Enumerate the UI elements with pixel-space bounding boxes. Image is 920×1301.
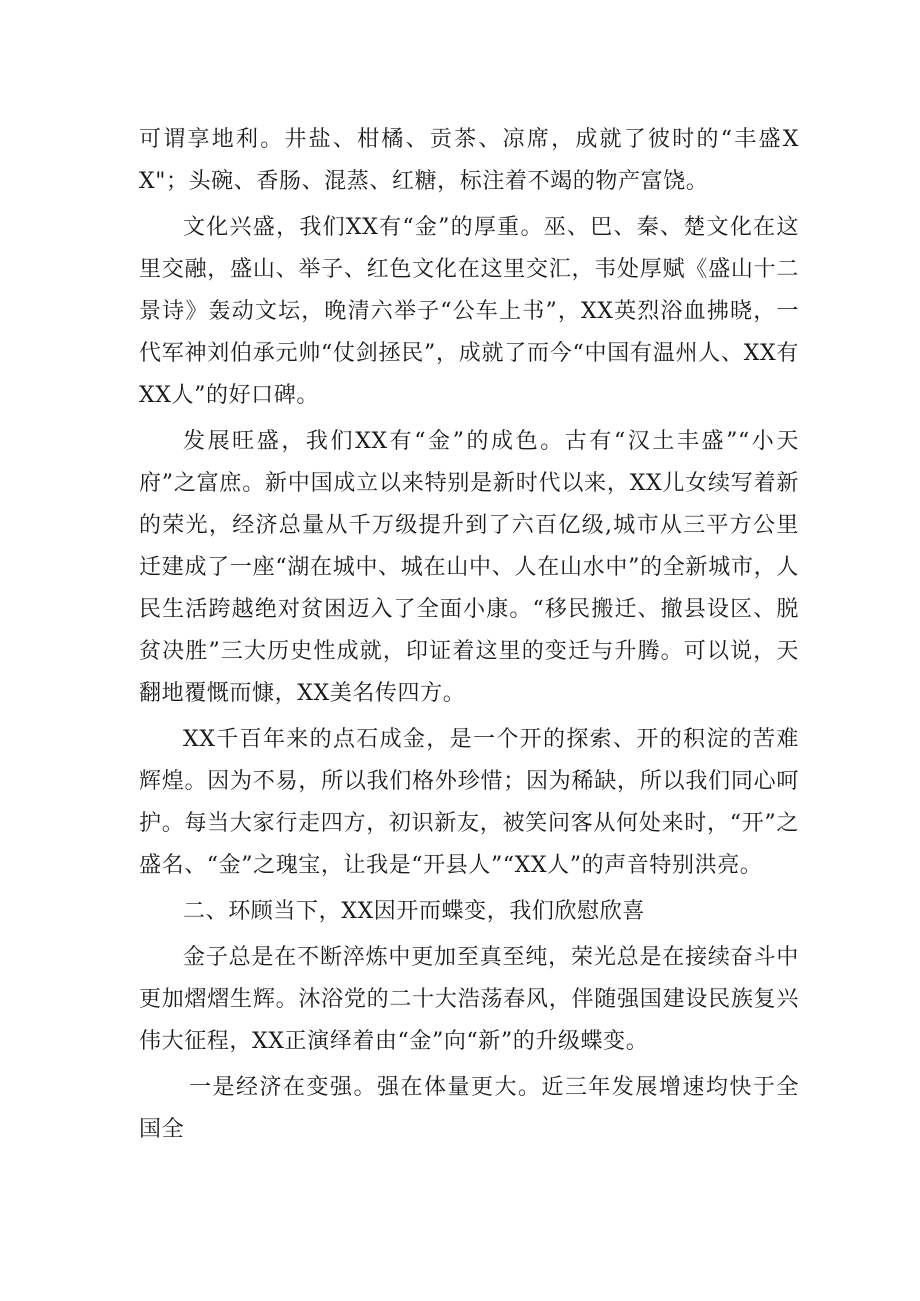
paragraph-continued: 可谓享地利。井盐、柑橘、贡茶、凉席，成就了彼时的“丰盛XX"；头碗、香肠、混蒸、红糖，标注着不竭的物产富饶。 xyxy=(139,127,799,194)
section-heading: 二、环顾当下，XX因开而蝶变，我们欣慰欣喜 xyxy=(183,899,645,924)
paragraph-economy: 一是经济在变强。强在体量更大。近三年发展增速均快于全国全 xyxy=(139,1075,799,1142)
document-body xyxy=(139,119,799,1155)
paragraph-transformation: 金子总是在不断淬炼中更加至真至纯，荣光总是在接续奋斗中更加熠熠生辉。沐浴党的二十大浩荡春风，伴随强国建设民族复兴伟大征程，XX正演绎着由“金”向“新”的升级蝶变。 xyxy=(139,945,799,1054)
paragraph-history: XX千百年来的点石成金，是一个开的探索、开的积淀的苦难辉煌。因为不易，所以我们格外珍惜；因为稀缺，所以我们同心呵护。每当大家行走四方，初识新友，被笑问客从何处来时，“开”之盛名、“金”之瑰宝，让我是“开县人”“XX人”的声音特别洪亮。 xyxy=(139,727,799,878)
paragraph-development: 发展旺盛，我们XX有“金”的成色。古有“汉土丰盛”“小天府”之富庶。新中国成立以来特别是新时代以来，XX儿女续写着新的荣光，经济总量从千万级提升到了六百亿级,城市从三平方公里迁建成了一座“湖在城中、城在山中、人在山水中”的全新城市，人民生活跨越绝对贫困迈入了全面小康。“移民搬迁、撤县设区、脱贫决胜”三大历史性成就，印证着这里的变迁与升腾。可以说，天翻地覆慨而慷，XX美名传四方。 xyxy=(139,429,799,706)
paragraph-culture: 文化兴盛，我们XX有“金”的厚重。巫、巴、秦、楚文化在这里交融，盛山、举子、红色文化在这里交汇，韦处厚赋《盛山十二景诗》轰动文坛，晚清六举子“公车上书”，XX英烈浴血拂晓，一代军神刘伯承元帅“仗剑拯民”，成就了而今“中国有温州人、XX有XX人”的好口碑。 xyxy=(139,215,799,408)
